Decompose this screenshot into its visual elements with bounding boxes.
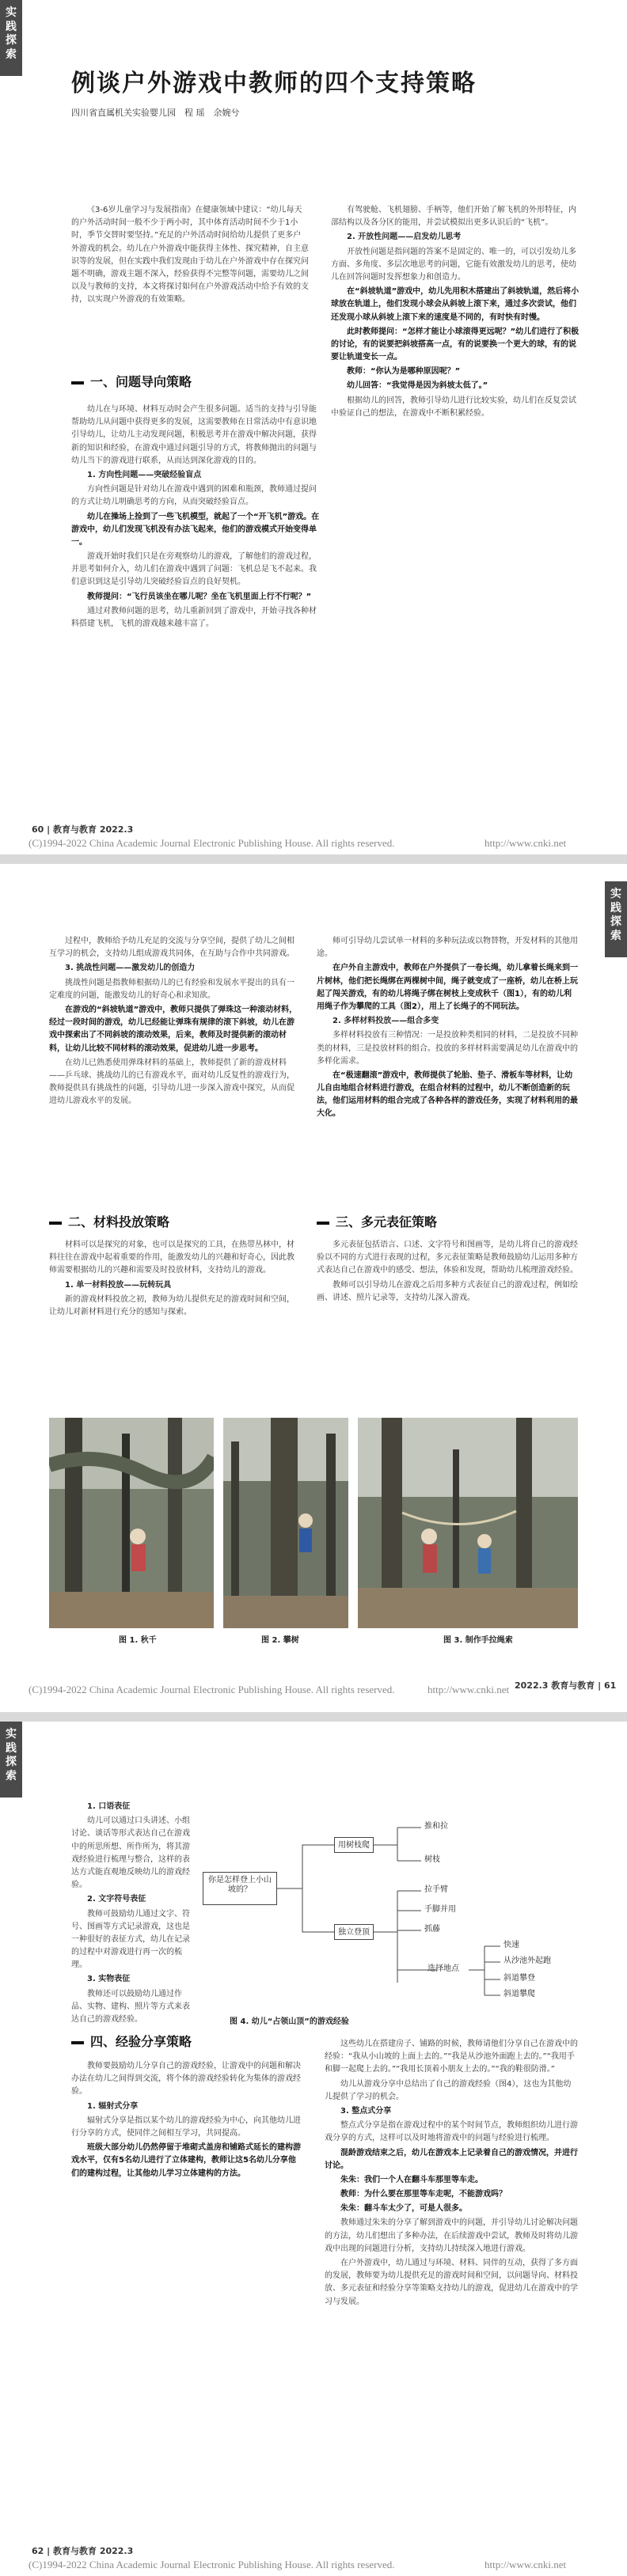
mindmap-leaf: 从沙池外起跑 xyxy=(504,1957,551,1965)
page3-left-column xyxy=(71,2060,301,2182)
section-heading-1: 一、问题导向策略 xyxy=(71,372,192,392)
page2-section3-text xyxy=(317,1239,578,1306)
paragraph: 朱朱：翻斗车太少了，可是人很多。 xyxy=(340,2204,467,2214)
paragraph: 3. 挑战性问题——激发幼儿的创造力 xyxy=(65,964,196,973)
section-heading-2: 二、材料投放策略 xyxy=(49,1212,169,1233)
article-title: 例谈户外游戏中教师的四个支持策略 xyxy=(71,70,477,97)
author-line: 四川省直属机关实验婴儿园 程 瑶 余婉兮 xyxy=(71,108,240,118)
paragraph: 1. 方向性问题——突破经验盲点 xyxy=(87,470,202,479)
page2-left-column xyxy=(49,935,298,1109)
section-heading-3: 三、多元表征策略 xyxy=(317,1212,437,1233)
mindmap-leaf: 推和拉 xyxy=(424,1822,448,1831)
paragraph: 在户外自主游戏中，教师在户外提供了一卷长绳，幼儿拿着长绳来到一片树林，他们把长绳绑在两棵树中间，绳子就变成了一座桥，幼儿在桥上玩起了闯关游戏，有的幼儿将绳子绑在树枝上变成秋千（图1），有的幼儿利用绳子作为攀爬的工具（图2），用上了长绳子的不同玩法。 xyxy=(317,964,578,1011)
section-tab: 实践探索 xyxy=(605,881,627,957)
photo-swing xyxy=(49,1418,214,1628)
mindmap-branch-1: 用树枝爬 xyxy=(334,1837,374,1853)
paragraph: 辐射式分享是指以某个幼儿的游戏经验为中心，向其他幼儿进行分享的方式，使同伴之间相互学习，共同提高。 xyxy=(71,2116,301,2138)
mindmap-leaf: 树枝 xyxy=(424,1855,440,1864)
paragraph: 这些幼儿在搭建房子、铺路的时候，教师请他们分享自己在游戏中的经验：“我从小山坡的上面上去的。”“我是从沙池外面跑上去的。”“我用手和脚一起爬上去的。”“我用长顶着小朋友上去的。”“我的鞋很防滑。” xyxy=(325,2040,578,2074)
representation-list xyxy=(71,1801,190,2028)
paragraph: 3. 实物表征 xyxy=(87,1975,131,1984)
paragraph: 在幼儿已熟悉使用弹珠材料的基础上，教师提供了新的游戏材料——乒乓球、挑战幼儿的已有游戏水平，面对幼儿反复性的游戏行为，教师提供具有挑战性的问题，引导幼儿进一步深入游戏中探究，从而促进幼儿游戏水平的发展。 xyxy=(49,1058,294,1106)
mindmap-leaf: 选择地点 xyxy=(428,1964,459,1973)
paragraph: 1. 辐射式分享 xyxy=(87,2101,139,2111)
paragraph: 在户外游戏中，幼儿通过与环境、材料、同伴的互动，获得了多方面的发展，教师要为幼儿提供充足的游戏时间和空间，以问题导向、材料投放、多元表征和经验分享等策略支持幼儿的游戏，促进幼儿在游戏中的学习与发展。 xyxy=(325,2259,578,2306)
mindmap-leaf: 斜道攀爬 xyxy=(504,1990,535,1998)
mindmap-leaf: 快速 xyxy=(504,1941,519,1949)
paragraph: 师可引导幼儿尝试单一材料的多种玩法或以物替物，开发材料的其他用途。 xyxy=(317,937,578,959)
page1-left-column xyxy=(71,403,321,632)
paragraph: 教师还可以鼓励幼儿通过作品、实物、建构、照片等方式来表达自己的游戏经验。 xyxy=(71,1989,190,2024)
paragraph: 在游戏的“斜坡轨道”游戏中，教师只提供了弹珠这一种滚动材料，经过一段时间的游戏，幼儿已经能让弹珠有规律的滚下斜坡，幼儿在游戏中探索出了不同斜坡的滚动效果，后来，教师及时提供新的滚动材料，让幼儿比较不同材料的滚动效果，促进幼儿进一步思考。 xyxy=(49,1005,298,1053)
source-url: http://www.cnki.net xyxy=(484,837,567,849)
paragraph: 幼儿从游戏分享中总结出了自己的游戏经验（图4），这也为其他幼儿提供了学习的机会。 xyxy=(325,2079,572,2101)
copyright: (C)1994-2022 China Academic Journal Electronic Publishing House. All rights reserved. xyxy=(28,1684,395,1695)
paragraph: 3. 整点式分享 xyxy=(340,2106,392,2116)
paragraph: 教师提问：“飞行员该坐在哪儿呢？坐在飞机里面上行不行呢？” xyxy=(87,592,312,601)
mindmap-figure xyxy=(200,1804,580,2010)
copyright: (C)1994-2022 China Academic Journal Electronic Publishing House. All rights reserved. xyxy=(28,2559,395,2570)
paragraph: 开放性问题是指问题的答案不是固定的、唯一的，可以引发幼儿多方面、多角度、多层次地思考的问题，它能有效激发幼儿的思考，使幼儿在回答问题时发挥想象力和创造力。 xyxy=(331,247,576,282)
page-number: 60 | 教育与教育 2022.3 xyxy=(32,824,134,835)
page-2 xyxy=(0,864,627,1712)
paragraph: 在“斜坡轨道”游戏中，幼儿先用积木搭建出了斜坡轨道，然后将小球放在轨道上，他们发现小球会从斜坡上滚下来，通过多次尝试，他们还发现小球从斜坡上滚下来的速度是不同的，有时快有时慢。 xyxy=(331,287,580,322)
paragraph: 多样材料投放有三种情况：一是投放种类相同的材料，二是投放不同种类的材料，三是投放材料的组合。投放的多样材料需要满足幼儿在游戏中的多样化需求。 xyxy=(317,1031,578,1066)
paragraph: 朱朱：我们一个人在翻斗车那里等车走。 xyxy=(340,2175,483,2184)
page1-right-column xyxy=(331,204,580,422)
paragraph: 材料可以是探究的对象，也可以是探究的工具，在热带丛林中，材料往往在游戏中起着重要的作用，能激发幼儿的兴趣和好奇心，因此教师需要根据幼儿的兴趣和需要及时投放材料，支持幼儿的游戏。 xyxy=(49,1241,294,1275)
photo-climb-tree xyxy=(223,1418,348,1628)
figure-caption-1: 图 1. 秋千 xyxy=(119,1636,157,1645)
section-tab: 实践探索 xyxy=(0,1722,22,1798)
paragraph: 通过对教师问题的思考，幼儿重新回到了游戏中，开始寻找各种材料搭建飞机，飞机的游戏越来越丰富了。 xyxy=(71,606,317,628)
mindmap-leaf: 手脚并用 xyxy=(424,1905,456,1914)
mindmap-leaf: 斜道攀登 xyxy=(504,1974,535,1983)
paragraph: 2. 多样材料投放——组合多变 xyxy=(332,1017,439,1026)
paragraph: 多元表征包括语言、口述、文字符号和图画等，是幼儿将自己的游戏经验以不同的方式进行表现的过程，多元表征策略是教师鼓励幼儿运用多种方式表达自己在游戏中的感受、想法，体验和发现，帮助幼儿梳理游戏经验。 xyxy=(317,1241,578,1275)
mindmap-leaf: 拉手臂 xyxy=(424,1885,448,1894)
paragraph: 在“极速翻滚”游戏中，教师提供了轮胎、垫子、滑板车等材料，让幼儿自由地组合材料进行游戏，在组合材料的过程中，幼儿不断创造新的玩法，他们运用材料的组合完成了各种各样的游戏任务，实现了材料利用的最大化。 xyxy=(317,1070,578,1119)
paragraph: 有驾驶舱、飞机翅膀、手柄等，他们开始了解飞机的外形特征，内部结构以及各分区的能用，并尝试模拟出更多认识后的“飞机”。 xyxy=(331,206,576,228)
paragraph: 此时教师提问：“怎样才能让小球滚得更远呢？”幼儿们进行了积极的讨论，有的说要把斜坡搭高一点，有的说要换一个更大的球，有的说要让轨道变长一点。 xyxy=(331,327,580,362)
paragraph: 幼儿在与环境、材料互动时会产生很多问题。适当的支持与引导能帮助幼儿从问题中获得更多的发展，这需要教师在日常活动中有意识地引导幼儿，让幼儿主动发现问题，积极思考并在游戏中解决问题，获得新的知识和经验，在游戏中通过问题引导的方式，将教师抛出的问题与幼儿当下的游戏进行联系，从而达到深化游戏的目的。 xyxy=(71,405,317,465)
paragraph: 教师可以引导幼儿在游戏之后用多种方式表征自己的游戏过程，例如绘画、讲述、照片记录等，支持幼儿深入游戏。 xyxy=(317,1280,578,1302)
paragraph: 1. 口语表征 xyxy=(87,1802,131,1811)
figure-caption-3: 图 3. 制作手拉绳索 xyxy=(443,1636,513,1645)
mindmap-leaf: 抓藤 xyxy=(424,1925,440,1934)
figure-caption-2: 图 2. 攀树 xyxy=(261,1636,299,1645)
source-url: http://www.cnki.net xyxy=(484,2559,567,2570)
paragraph: 教师通过朱朱的分享了解到游戏中的问题，并引导幼儿讨论解决问题的方法，幼儿们想出了多种办法，在后续游戏中尝试，教师及时将幼儿游戏中出现的问题进行分析，支持幼儿持续深入地进行游戏。 xyxy=(325,2218,578,2253)
paragraph: 2. 开放性问题——启发幼儿思考 xyxy=(347,233,462,242)
page-1 xyxy=(0,0,627,854)
page2-right-column xyxy=(317,935,578,1123)
source-url: http://www.cnki.net xyxy=(428,1684,510,1695)
paragraph: 方向性问题是针对幼儿在游戏中遇到的困难和瓶颈，教师通过提问的方式让幼儿明确思考的方向，从而突破经验盲点。 xyxy=(71,485,317,507)
mindmap-branch-2: 独立登顶 xyxy=(334,1924,374,1940)
section-heading-4: 四、经验分享策略 xyxy=(71,2032,192,2052)
paragraph: 过程中，教师给予幼儿充足的交流与分享空间，提供了幼儿之间相互学习的机会，支持幼儿组成游戏共同体，在互助与合作中共同游戏。 xyxy=(49,937,294,959)
paragraph: 整点式分享是指在游戏过程中的某个时间节点，教师组织幼儿进行游戏分享的方式，这样可以及时地将游戏中的问题与经验进行梳理。 xyxy=(325,2121,578,2143)
page3-right-column xyxy=(325,2038,578,2310)
page-number: 62 | 教育与教育 2022.3 xyxy=(32,2546,134,2556)
figure-caption-4: 图 4. 幼儿“占领山顶”的游戏经验 xyxy=(230,2017,349,2026)
paragraph: 幼儿回答：“我觉得是因为斜坡太低了。” xyxy=(347,381,488,391)
page-3 xyxy=(0,1722,627,2576)
paragraph: 1. 单一材料投放——玩转玩具 xyxy=(65,1280,172,1290)
paragraph: 教师可鼓励幼儿通过文字、符号、图画等方式记录游戏，这也是一种很好的表征方式，幼儿在记录的过程中对游戏进行再一次的梳理。 xyxy=(71,1909,190,1970)
paragraph: 教师要鼓励幼儿分享自己的游戏经验，让游戏中的问题和解决办法在幼儿之间得到交流，将个体的游戏经验转化为集体的游戏经验。 xyxy=(71,2062,301,2097)
paragraph: 新的游戏材料投放之初，教师为幼儿提供充足的游戏时间和空间，让幼儿对新材料进行充分的感知与探索。 xyxy=(49,1294,294,1316)
mindmap-center-node: 你是怎样登上小山坡的？ xyxy=(203,1872,277,1905)
abstract: 《3-6岁儿童学习与发展指南》在健康领域中建议：“幼儿每天的户外活动时间一般不少于两小时，其中体育活动时间不少于1小时，季节交替时要坚持。”充足的户外活动时间给幼儿提供了更多户外游戏的机会。幼儿在户外游戏中能获得主体性、探究精神，自主意识等的发展，但在实践中我们发现由于幼儿在户外游戏中存在探究问题不明确，游戏主题不深入，经验获得不完整等问题，需要幼儿之间以及与教师的支持，本文将探讨如何在户外游戏活动中给予有效的支持，以实现户外游戏的有效策略。 xyxy=(71,206,309,305)
paragraph: 幼儿在操场上捡到了一些飞机模型，就起了一个“开飞机”游戏。在游戏中，幼儿们发现飞机没有办法飞起来，他们的游戏模式开始变得单一。 xyxy=(71,512,320,547)
paragraph: 根据幼儿的回答，教师引导幼儿进行比较实验，幼儿们在反复尝试中验证自己的想法，在游戏中不断积累经验。 xyxy=(331,396,576,418)
paragraph: 教师：为什么要在那里等车走呢，不能游戏吗？ xyxy=(340,2190,507,2199)
paragraph: 游戏开始时我们只是在旁观察幼儿的游戏，了解他们的游戏过程，并思考如何介入，幼儿们在游戏中遇到了问题：飞机总是飞不起来。我们意识到这是引导幼儿突破经验盲点的良好契机。 xyxy=(71,552,317,587)
page-number: 2022.3 教育与教育 | 61 xyxy=(515,1680,617,1691)
paragraph: 教师：“你认为是哪种原因呢？” xyxy=(347,367,461,377)
paragraph: 幼儿可以通过口头讲述、小组讨论、谈话等形式表达自己在游戏中的所思所想、所作所为，将其游戏经验进行梳理与整合，这样的表达方式能直观地反映幼儿的游戏经验。 xyxy=(71,1816,190,1890)
page2-section2-text xyxy=(49,1239,298,1320)
section-tab: 实践探索 xyxy=(0,0,22,76)
copyright: (C)1994-2022 China Academic Journal Electronic Publishing House. All rights reserved. xyxy=(28,837,395,849)
paragraph: 2. 文字符号表征 xyxy=(87,1895,146,1904)
paragraph: 班级大部分幼儿仍然停留于堆砌式盖房和铺路式延长的建构游戏水平，仅有5名幼儿进行了立体建构，教师让这5名幼儿分享他们的建构过程，让其他幼儿学习立体建构的方法。 xyxy=(71,2143,301,2178)
paragraph: 混龄游戏结束之后，幼儿在游戏本上记录着自己的游戏情况，并进行讨论。 xyxy=(325,2148,578,2170)
paragraph: 挑战性问题是指教师根据幼儿的已有经验和发展水平提出的具有一定难度的问题，能激发幼儿的好奇心和求知欲。 xyxy=(49,978,294,1000)
photo-rope xyxy=(358,1418,578,1628)
